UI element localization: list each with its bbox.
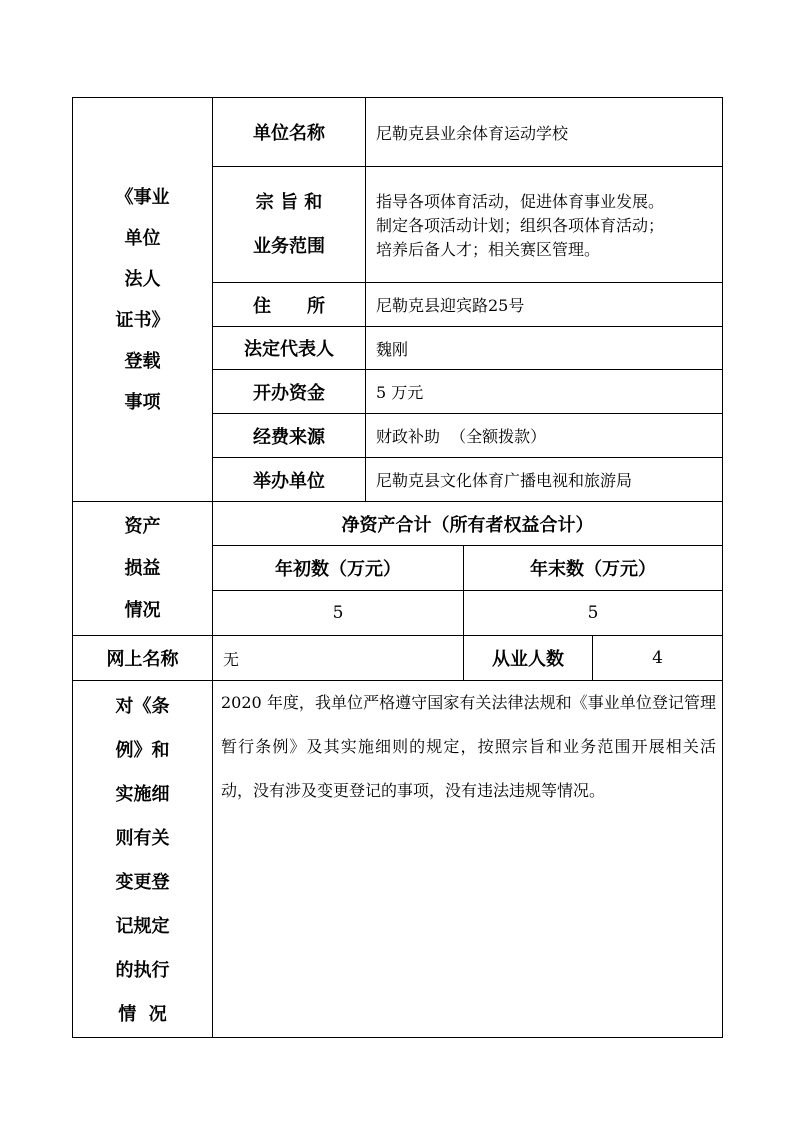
year-end-value: 5 bbox=[464, 591, 723, 636]
assets-label-line: 资产 bbox=[124, 515, 161, 537]
year-start-value: 5 bbox=[213, 591, 464, 636]
funding-label: 经费来源 bbox=[213, 414, 366, 458]
registration-label-line: 证书》 bbox=[115, 309, 170, 331]
sponsor-label: 举办单位 bbox=[213, 458, 366, 502]
capital-value: 5 万元 bbox=[366, 370, 723, 414]
registration-label-line: 单位 bbox=[124, 227, 161, 249]
compliance-label-line: 变更登 bbox=[115, 872, 170, 893]
registration-label-line: 法人 bbox=[124, 268, 161, 290]
assets-label-line: 损益 bbox=[124, 557, 161, 579]
year-end-header: 年末数（万元） bbox=[464, 546, 723, 591]
row-assets-header bbox=[73, 502, 723, 546]
registration-label-line: 登载 bbox=[124, 350, 161, 372]
unit-name-label: 单位名称 bbox=[213, 98, 366, 167]
purpose-label-line: 宗 旨 和 bbox=[255, 191, 323, 213]
online-name-value: 无 bbox=[213, 636, 464, 681]
legal-rep-value: 魏刚 bbox=[366, 327, 723, 370]
scope-line: 制定各项活动计划；组织各项体育活动； bbox=[376, 215, 665, 235]
compliance-section-label bbox=[73, 681, 213, 1038]
purpose-scope-value bbox=[366, 167, 723, 283]
compliance-label-line: 实施细 bbox=[115, 784, 170, 805]
scope-line: 培养后备人才；相关赛区管理。 bbox=[376, 239, 601, 259]
address-value: 尼勒克县迎宾路25号 bbox=[366, 283, 723, 327]
address-label: 住 所 bbox=[213, 283, 366, 327]
compliance-label-line: 对《条 bbox=[115, 696, 170, 717]
annual-report-table bbox=[72, 97, 723, 1038]
funding-value: 财政补助 （全额拨款） bbox=[366, 414, 723, 458]
registration-label-line: 《事业 bbox=[115, 186, 170, 208]
compliance-label-line: 则有关 bbox=[115, 828, 170, 849]
legal-rep-label: 法定代表人 bbox=[213, 327, 366, 370]
net-assets-header: 净资产合计（所有者权益合计） bbox=[213, 502, 723, 546]
compliance-label-line: 的执行 bbox=[115, 960, 170, 981]
assets-label-line: 情况 bbox=[124, 599, 161, 621]
purpose-label-line: 业务范围 bbox=[253, 235, 325, 257]
year-start-header: 年初数（万元） bbox=[213, 546, 464, 591]
registration-section-label bbox=[73, 98, 213, 502]
registration-label-line: 事项 bbox=[124, 391, 161, 413]
scope-line: 指导各项体育活动，促进体育事业发展。 bbox=[376, 191, 665, 211]
row-online bbox=[73, 636, 723, 681]
row-unit-name bbox=[73, 98, 723, 167]
staff-count-value: 4 bbox=[593, 636, 723, 681]
assets-section-label bbox=[73, 502, 213, 636]
unit-name-value: 尼勒克县业余体育运动学校 bbox=[366, 98, 723, 167]
compliance-label-line: 例》和 bbox=[115, 740, 170, 761]
capital-label: 开办资金 bbox=[213, 370, 366, 414]
compliance-text: 2020 年度，我单位严格遵守国家有关法律法规和《事业单位登记管理暂行条例》及其实施细则的规定，按照宗旨和业务范围开展相关活动，没有涉及变更登记的事项，没有违法违规等情况。 bbox=[213, 681, 723, 1038]
purpose-scope-label bbox=[213, 167, 366, 283]
compliance-label-line: 情 况 bbox=[118, 1004, 167, 1025]
sponsor-value: 尼勒克县文化体育广播电视和旅游局 bbox=[366, 458, 723, 502]
row-compliance bbox=[73, 681, 723, 1038]
staff-count-label: 从业人数 bbox=[464, 636, 593, 681]
online-name-label: 网上名称 bbox=[73, 636, 213, 681]
compliance-label-line: 记规定 bbox=[115, 916, 170, 937]
